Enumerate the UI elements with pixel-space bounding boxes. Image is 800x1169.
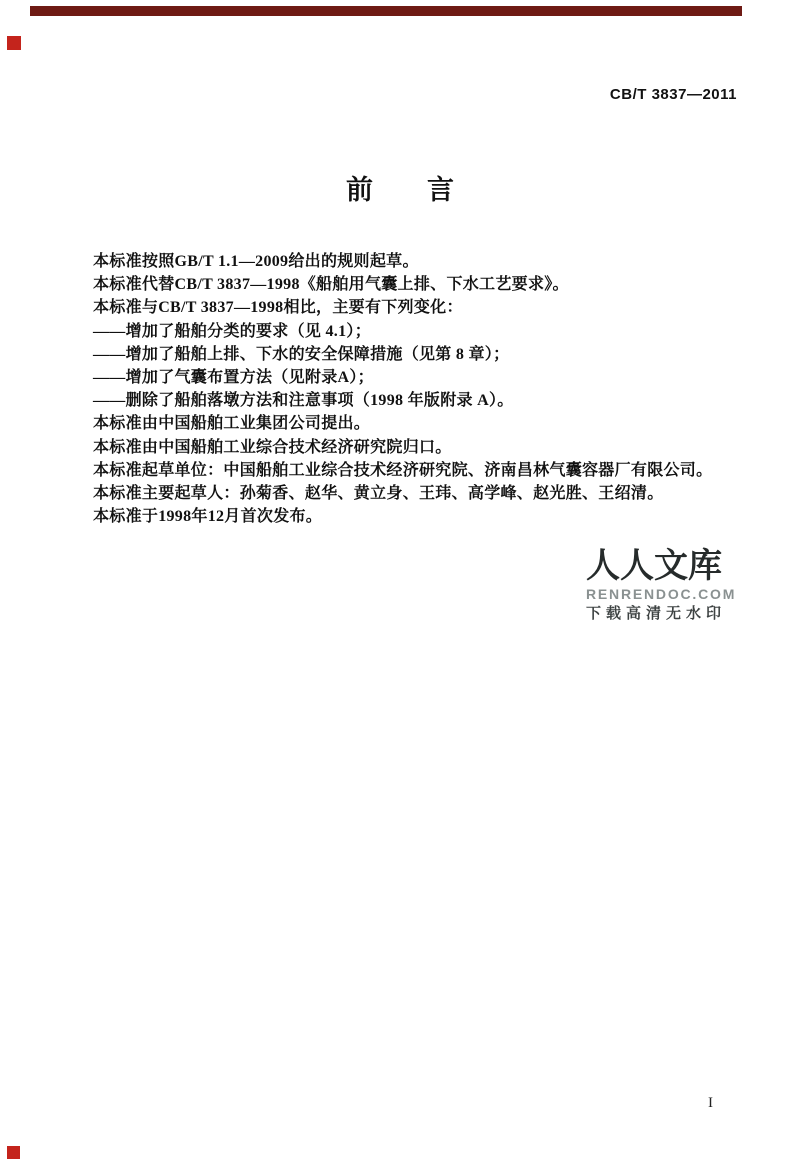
foreword-line-11: 本标准主要起草人：孙菊香、赵华、黄立身、王玮、高学峰、赵光胜、王绍清。 [93, 485, 664, 503]
foreword-line-9: 本标准由中国船舶工业综合技术经济研究院归口。 [93, 438, 452, 456]
foreword-line-7: ——删除了船舶落墩方法和注意事项（1998 年版附录 A）。 [93, 392, 514, 410]
page-title: 前 言 [346, 175, 454, 205]
watermark [586, 549, 746, 621]
page-number: I [708, 1095, 713, 1111]
foreword-line-12: 本标准于1998年12月首次发布。 [93, 508, 323, 526]
foreword-line-10: 本标准起草单位：中国船舶工业综合技术经济研究院、济南昌林气囊容器厂有限公司。 [93, 461, 713, 479]
foreword-line-6: ——增加了气囊布置方法（见附录A）； [93, 369, 374, 387]
foreword-line-2: 本标准代替CB/T 3837—1998《船舶用气囊上排、下水工艺要求》。 [93, 276, 569, 294]
standard-code: CB/T 3837—2011 [609, 86, 737, 103]
scan-artifact-top-bar [30, 6, 742, 16]
foreword-body [93, 250, 738, 528]
watermark-brand-text: 人人文库 [586, 547, 722, 585]
watermark-tagline-text: 下载高清无水印 [586, 605, 727, 622]
watermark-domain-text: RENRENDOC.COM [586, 586, 737, 602]
foreword-line-4: ——增加了船舶分类的要求（见 4.1）； [93, 322, 372, 340]
foreword-line-8: 本标准由中国船舶工业集团公司提出。 [93, 415, 371, 433]
scan-artifact-left-square [7, 36, 21, 50]
foreword-line-3: 本标准与CB/T 3837—1998相比，主要有下列变化： [93, 299, 463, 317]
foreword-line-5: ——增加了船舶上排、下水的安全保障措施（见第 8 章）； [93, 345, 510, 363]
scan-artifact-bottom-square [7, 1146, 20, 1159]
foreword-line-1: 本标准按照GB/T 1.1—2009给出的规则起草。 [93, 253, 419, 270]
